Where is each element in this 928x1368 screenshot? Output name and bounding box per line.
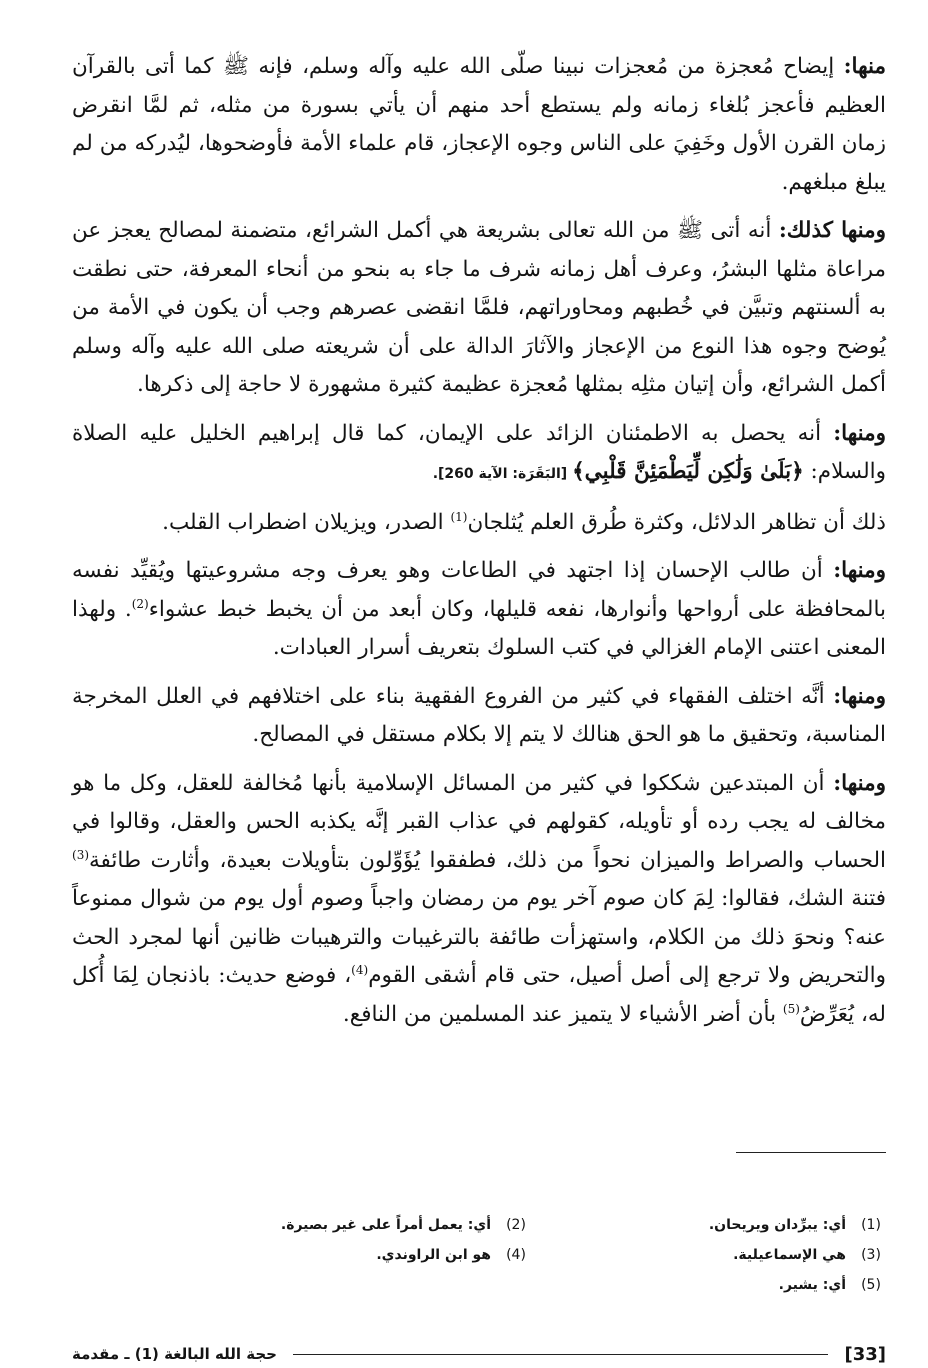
- paragraph-text: فتنة الشك، فقالوا: لِمَ كان صوم آخر يوم من رمضان واجباً وصوم أول يوم من شوال ممنوعاً عنه؟ ونحوَ ذلك من الكلام، واستهزأت طائفة بالترغيبات والترهيبات ظانين أنها لمجرد الحث والتحريض ولا ترجع إلى أصل أصيل، حتى قام أشقى القوم: [72, 886, 887, 988]
- footnote-number: (1): [861, 1217, 881, 1233]
- footer-divider: [293, 1354, 829, 1355]
- paragraph-lead: ومنها كذلك:: [778, 218, 886, 243]
- footnote-item: [556, 1240, 886, 1270]
- paragraph-3: [72, 415, 886, 494]
- footnotes-column-left: [171, 1210, 531, 1270]
- paragraph-text: بأن أضر الأشياء لا يتميز عند المسلمين من النافع.: [342, 1001, 783, 1027]
- footnote-number: (5): [861, 1277, 881, 1293]
- verse-reference: [البَقَرَة: الآية 260].: [432, 466, 573, 482]
- footnote-number: (2): [506, 1217, 526, 1233]
- paragraph-lead: ومنها:: [833, 558, 886, 583]
- footnote-marker: (4): [351, 962, 369, 977]
- paragraph-lead: منها:: [843, 54, 886, 79]
- paragraph-text: الصدر، ويزيلان اضطراب القلب.: [162, 509, 451, 535]
- paragraph-text: أنَّه اختلف الفقهاء في كثير من الفروع الفقهية بناء على اختلافهم في العلل المخرجة المناسبة، وتحقيق ما هو الحق هنالك لا يتم إلا بكلام مستقل في المصالح.: [72, 683, 886, 747]
- paragraph-lead: ومنها:: [833, 420, 886, 446]
- paragraph-text: . ولهذا المعنى اعتنى الإمام الغزالي في كتب السلوك بتعريف أسرار العبادات.: [72, 596, 886, 660]
- paragraph-2: [72, 212, 886, 405]
- footnote-item: [556, 1270, 886, 1300]
- footnote-text: هو ابن الراوندي.: [376, 1247, 491, 1263]
- footnote-text: هي الإسماعيلية.: [733, 1247, 846, 1263]
- page-number: [33]: [844, 1343, 886, 1365]
- quran-verse: ﴿بَلَىٰ وَلَٰكِن لِّيَطْمَئِنَّ قَلْبِي﴾: [572, 459, 804, 484]
- paragraph-text: أن المبتدعين شككوا في كثير من المسائل الإسلامية بأنها مُخالفة للعقل، وكل ما هو مخالف له يجب رده أو تأويله، كقولهم في عذاب القبر إنَّه يكذبه الحس والعقل، وقالوا في الحساب والصراط والميزان نحواً من ذلك، فطفقوا يُؤَوِّلون بتأويلات بعيدة، وأثارت طائفة: [72, 770, 886, 873]
- paragraph-text: إيضاح مُعجزة من مُعجزات نبينا صلّى الله عليه وآله وسلم، فإنه ﷺ كما أتى بالقرآن العظيم فأعجز بُلغاء زمانه ولم يستطع أحد منهم أن يأتي بسورة من مثله، ثم لمَّا انقرض زمان القرن الأول وخَفِيَ على الناس وجوه الإعجاز، قام علماء الأمة فأوضحوها، ليُدركه من لم يبلغ مبلغهم.: [72, 54, 886, 195]
- paragraph-6: [72, 678, 886, 755]
- paragraph-1: [72, 48, 886, 202]
- footnote-text: أي: يعمل أمراً على غير بصيرة.: [280, 1217, 491, 1233]
- footnote-number: (3): [861, 1247, 881, 1263]
- footnote-marker: (2): [131, 596, 149, 611]
- paragraph-lead: ومنها:: [833, 683, 887, 709]
- paragraph-lead: ومنها:: [833, 770, 886, 796]
- paragraph-4: [72, 504, 886, 543]
- page: [72, 48, 887, 1365]
- paragraph-text: أنه يحصل به الاطمئنان الزائد على الإيمان، كما قال إبراهيم الخليل عليه الصلاة والسلام:: [72, 420, 886, 484]
- paragraph-text: أن طالب الإحسان إذا اجتهد في الطاعات وهو يعرف وجه مشروعيتها ويُقيِّد نفسه بالمحافظة على أرواحها وأنوارها، نفعه قليلها، وكان أبعد من أن يخبط خبط عشواء: [72, 558, 886, 622]
- main-text: [72, 48, 886, 1034]
- paragraph-7: [72, 765, 886, 1035]
- footnote-text: أي: يبرِّدان ويريحان.: [708, 1217, 846, 1233]
- page-footer: [72, 1340, 886, 1368]
- book-title: حجة الله البالغة (1) ـ مقدمة: [72, 1345, 277, 1363]
- footnote-marker: (5): [782, 1001, 800, 1016]
- footnote-marker: (3): [72, 847, 90, 862]
- paragraph-text: ذلك أن تظاهر الدلائل، وكثرة طُرق العلم يُثلجان: [467, 509, 886, 535]
- footnote-item: [556, 1210, 886, 1240]
- paragraph-text: أنه أتى ﷺ من الله تعالى بشريعة هي أكمل الشرائع، متضمنة لمصالح يعجز عن مراعاة مثلها البشرُ، وعرف أهل زمانه شرف ما جاء به بنحو من أنحاء المعرفة، حتى نطقت به ألسنتهم وتبيَّن في خُطبهم ومحاوراتهم، فلمَّا انقضى عصرهم وجب أن يكون في الأمة من يُوضح وجوه هذا النوع من الإعجاز والآثارَ الدالة على أن شريعته صلى الله عليه وآله وسلم أكمل الشرائع، وأن إتيان مثلِه بمثلها مُعجزة عظيمة كثيرة مشهورة لا حاجة إلى ذكرها.: [72, 218, 886, 397]
- footnote-marker: (1): [450, 509, 468, 524]
- footnotes-column-right: [556, 1210, 886, 1300]
- footnote-item: [171, 1240, 531, 1270]
- footnote-number: (4): [506, 1247, 526, 1263]
- paragraph-5: [72, 552, 886, 668]
- footnote-divider: [736, 1152, 886, 1153]
- footnote-text: أي: يشير.: [778, 1277, 846, 1293]
- footnote-item: [171, 1210, 531, 1240]
- paragraph-text: ، فوضع حديث: باذنجان لِمَا أُكل له، يُعَرِّضُ: [72, 963, 886, 1027]
